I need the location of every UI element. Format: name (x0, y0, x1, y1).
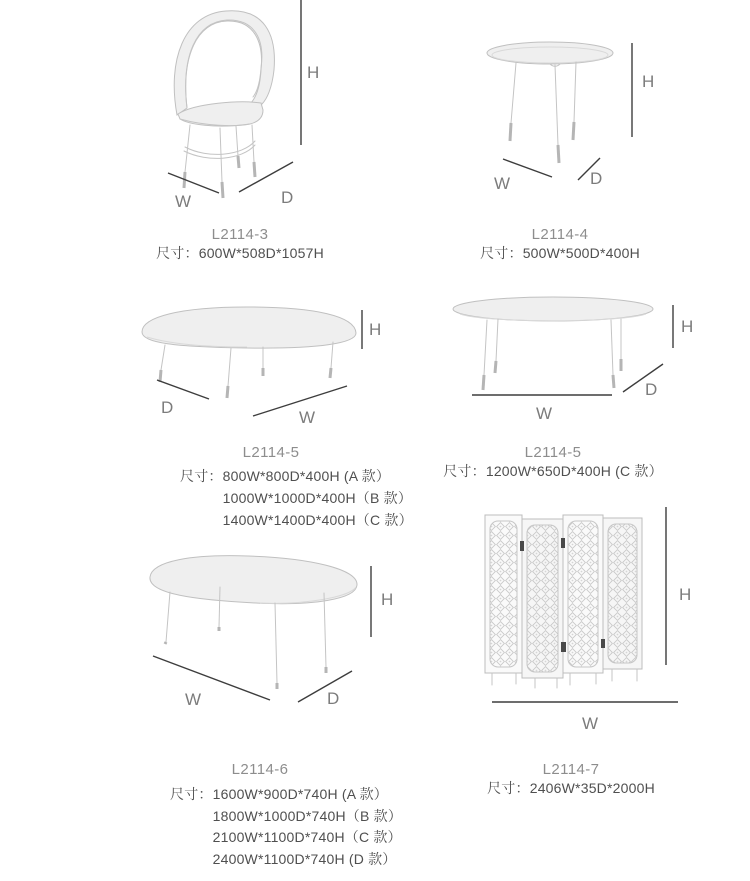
width-label: W (175, 192, 192, 211)
product-size: 尺寸：600W*508D*1057H (156, 245, 324, 261)
product-code: L2114-5 (524, 444, 582, 461)
size-option: 1000W*1000D*400H（B 款） (222, 490, 413, 506)
height-label: H (369, 320, 382, 339)
height-label: H (381, 590, 394, 609)
oval-coffee-table-sketch (440, 285, 710, 425)
size-option: 2100W*1100D*740H（C 款） (212, 829, 402, 845)
bar-stool-sketch (150, 0, 310, 220)
width-label: W (582, 714, 599, 733)
product-caption (435, 226, 685, 263)
width-label: W (299, 408, 316, 427)
oval-dining-table-sketch (130, 545, 400, 720)
depth-label: D (590, 169, 603, 188)
size-option: 1400W*1400D*400H（C 款） (222, 512, 413, 528)
product-caption (446, 761, 696, 798)
width-label: W (185, 690, 202, 709)
product-code: L2114-6 (231, 761, 289, 778)
depth-label: D (281, 188, 294, 207)
product-code: L2114-4 (531, 226, 589, 243)
product-caption (146, 444, 396, 461)
product-caption (115, 226, 365, 263)
round-side-table-sketch (460, 20, 660, 200)
height-label: H (307, 63, 320, 82)
product-code: L2114-3 (211, 226, 269, 243)
size-option: 800W*800D*400H (A 款） (222, 468, 391, 484)
depth-label: D (645, 380, 658, 399)
product-code: L2114-5 (242, 444, 300, 461)
product-size: 尺寸：2406W*35D*2000H (487, 780, 655, 796)
product-caption (135, 761, 385, 778)
height-label: H (679, 585, 692, 604)
product-size-list: 尺寸： 1600W*900D*740H (A 款） 1800W*1000D*740H（B 款） 2100W*1100D*740H（C 款） 2400W*1100D*740H (D 款） (170, 784, 402, 870)
size-option: 1800W*1000D*740H（B 款） (212, 807, 403, 824)
depth-label: D (327, 689, 340, 708)
product-caption (428, 444, 678, 481)
product-size: 尺寸：500W*500D*400H (480, 245, 640, 261)
height-label: H (642, 72, 655, 91)
folding-screen-sketch (460, 495, 705, 740)
product-size: 尺寸：1200W*650D*400H (C 款） (443, 463, 663, 479)
size-option: 1600W*900D*740H (A 款） (212, 786, 389, 802)
product-size-list: 尺寸： 800W*800D*400H (A 款） 1000W*1000D*400H（B 款） 1400W*1400D*400H（C 款） (180, 465, 413, 531)
height-label: H (681, 317, 694, 336)
width-label: W (536, 404, 553, 423)
size-option: 2400W*1100D*740H (D 款） (212, 850, 397, 867)
depth-label: D (161, 398, 174, 417)
width-label: W (494, 174, 511, 193)
product-code: L2114-7 (542, 761, 600, 778)
